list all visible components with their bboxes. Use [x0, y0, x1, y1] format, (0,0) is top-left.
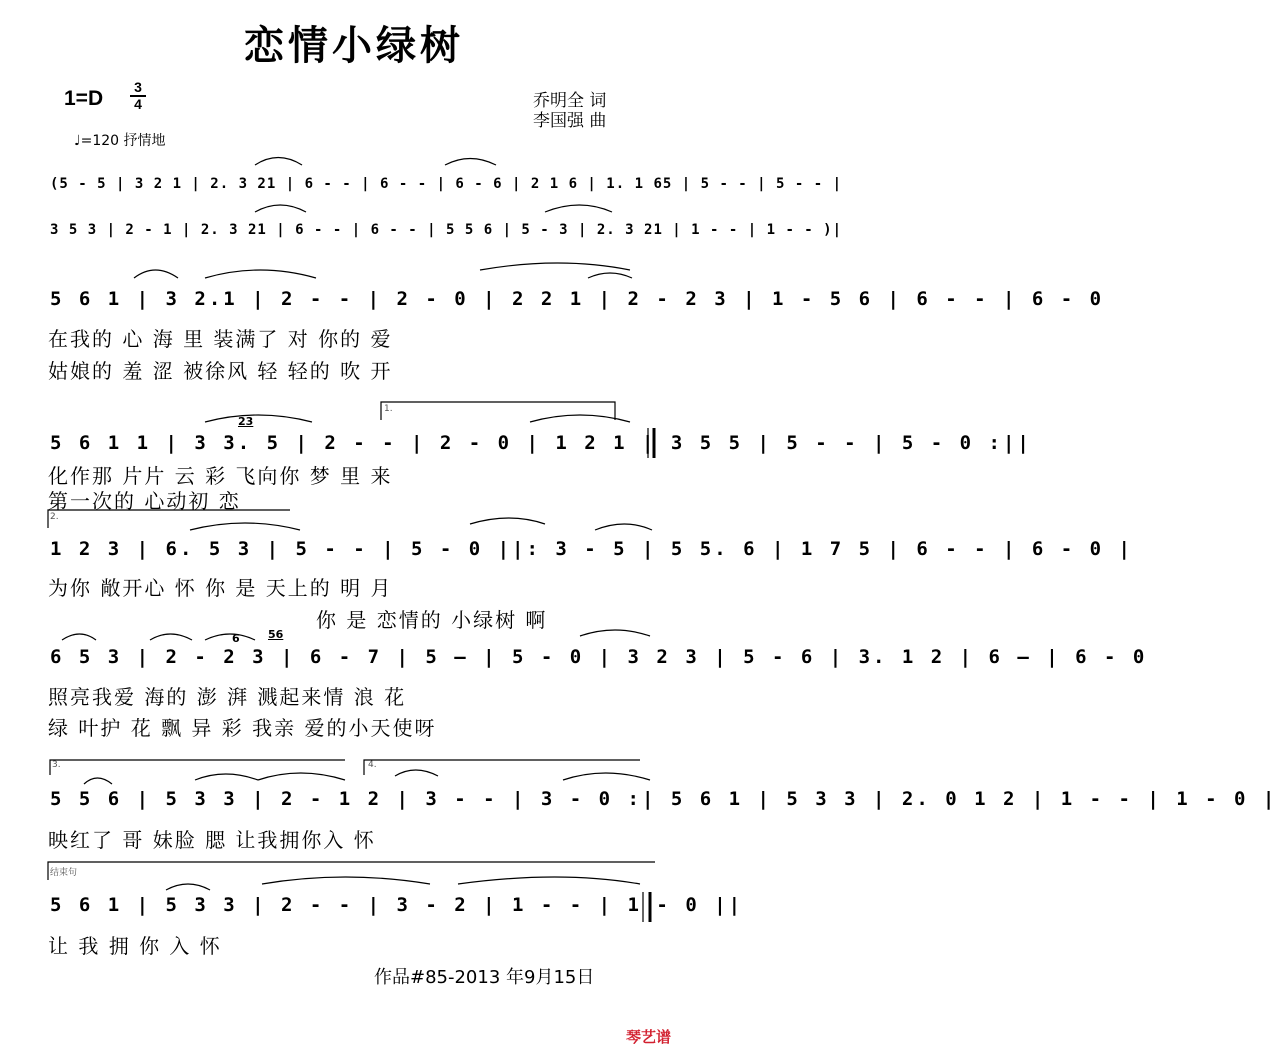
grace-note-2: 6 — [232, 632, 240, 645]
volta-second-label: 2. — [50, 512, 59, 522]
lyric-line-2: 姑娘的 羞 涩 被徐风 轻 轻的 吹 开 — [48, 359, 393, 383]
slur-5 — [134, 270, 178, 278]
lyric-line-7: 照亮我爱 海的 澎 湃 溅起来情 浪 花 — [48, 685, 407, 709]
slur-15 — [150, 634, 192, 640]
slur-19 — [195, 774, 258, 780]
staff-chorus-1: 1 2 3 | 6. 5 3 | 5 - - | 5 - 0 ||: 3 - 5 | 5 5. 6 | 1 7 5 | 6 - - | 6 - 0 | — [50, 538, 1133, 560]
song-title: 恋情小绿树 — [244, 22, 464, 69]
lyric-line-10: 让 我 拥 你 入 怀 — [48, 934, 222, 958]
slur-7 — [480, 263, 630, 270]
slur-9 — [205, 415, 312, 422]
slur-16 — [205, 634, 255, 640]
slur-21 — [395, 770, 438, 776]
slur-6 — [205, 270, 316, 278]
lyricist-credit: 乔明全 词 — [533, 91, 607, 111]
lyric-line-1: 在我的 心 海 里 装满了 对 你的 爱 — [48, 327, 393, 351]
staff-verse-2: 5 6 1 1 | 3 3. 5 | 2 - - | 2 - 0 | 1 2 1 | 3 5 5 | 5 - - | 5 - 0 :|| — [50, 432, 1032, 454]
meter-bottom: 4 — [130, 95, 146, 112]
slur-2 — [445, 159, 496, 166]
slur-1 — [255, 158, 302, 166]
lyric-line-3: 化作那 片片 云 彩 飞向你 梦 里 来 — [48, 464, 393, 488]
volta-third-label: 3. — [52, 760, 61, 770]
volta-bracket-2 — [48, 510, 290, 528]
slur-18 — [84, 778, 112, 784]
slur-8 — [588, 273, 632, 278]
lyric-line-9: 映红了 哥 妹脸 腮 让我拥你入 怀 — [48, 828, 376, 852]
slur-12 — [470, 518, 545, 524]
tempo-marking: ♩=120 抒情地 — [74, 133, 166, 149]
slur-22 — [563, 773, 650, 780]
lyric-line-8: 绿 叶护 花 飘 异 彩 我亲 爱的小天使呀 — [48, 716, 437, 740]
staff-intro-1: (5 - 5 | 3 2 1 | 2. 3 21 | 6 - - | 6 - - | 6 - 6 | 2 1 6 | 1. 1 65 | 5 - - | 5 - - | — [50, 176, 843, 192]
slur-14 — [62, 634, 96, 640]
slur-24 — [262, 877, 430, 884]
staff-verse-1: 5 6 1 | 3 2.1 | 2 - - | 2 - 0 | 2 2 1 | 2 - 2 3 | 1 - 5 6 | 6 - - | 6 - 0 — [50, 288, 1105, 310]
meter-top: 3 — [134, 79, 142, 95]
slur-17 — [580, 630, 650, 636]
lyric-line-5: 为你 敞开心 怀 你 是 天上的 明 月 — [48, 576, 393, 600]
lyric-line-4: 第一次的 心动初 恋 — [48, 489, 241, 513]
slur-23 — [166, 884, 210, 890]
coda-label: 结束句 — [50, 868, 78, 878]
watermark-logo: 琴艺谱 — [626, 1028, 672, 1046]
slur-13 — [595, 524, 652, 530]
slur-20 — [258, 773, 345, 780]
staff-intro-2: 3 5 3 | 2 - 1 | 2. 3 21 | 6 - - | 6 - - | 5 5 6 | 5 - 3 | 2. 3 21 | 1 - - | 1 - - )| — [50, 222, 843, 238]
grace-note-1: 23 — [238, 415, 254, 428]
composer-credit: 李国强 曲 — [533, 111, 607, 131]
key-signature: 1=D — [64, 87, 104, 110]
slur-3 — [255, 205, 306, 212]
volta-bracket-1 — [381, 402, 615, 420]
lyric-line-6: 你 是 恋情的 小绿树 啊 — [316, 608, 548, 632]
footer-credit: 作品#85-2013 年9月15日 — [374, 967, 595, 988]
grace-note-3: 56 — [268, 628, 284, 641]
slur-11 — [190, 523, 300, 530]
slur-25 — [458, 877, 640, 884]
staff-coda: 5 6 1 | 5 3 3 | 2 - - | 3 - 2 | 1 - - | 1 - 0 || — [50, 894, 744, 916]
volta-first-label: 1. — [384, 404, 393, 414]
staff-chorus-2: 6 5 3 | 2 - 2 3 | 6 - 7 | 5 — | 5 - 0 | 3 2 3 | 5 - 6 | 3. 1 2 | 6 — | 6 - 0 — [50, 646, 1148, 668]
slur-4 — [545, 205, 612, 212]
staff-ending-1: 5 5 6 | 5 3 3 | 2 - 1 2 | 3 - - | 3 - 0 :| 5 6 1 | 5 3 3 | 2. 0 1 2 | 1 - - | 1 - 0 | — [50, 788, 1277, 810]
volta-fourth-label: 4. — [368, 760, 377, 770]
